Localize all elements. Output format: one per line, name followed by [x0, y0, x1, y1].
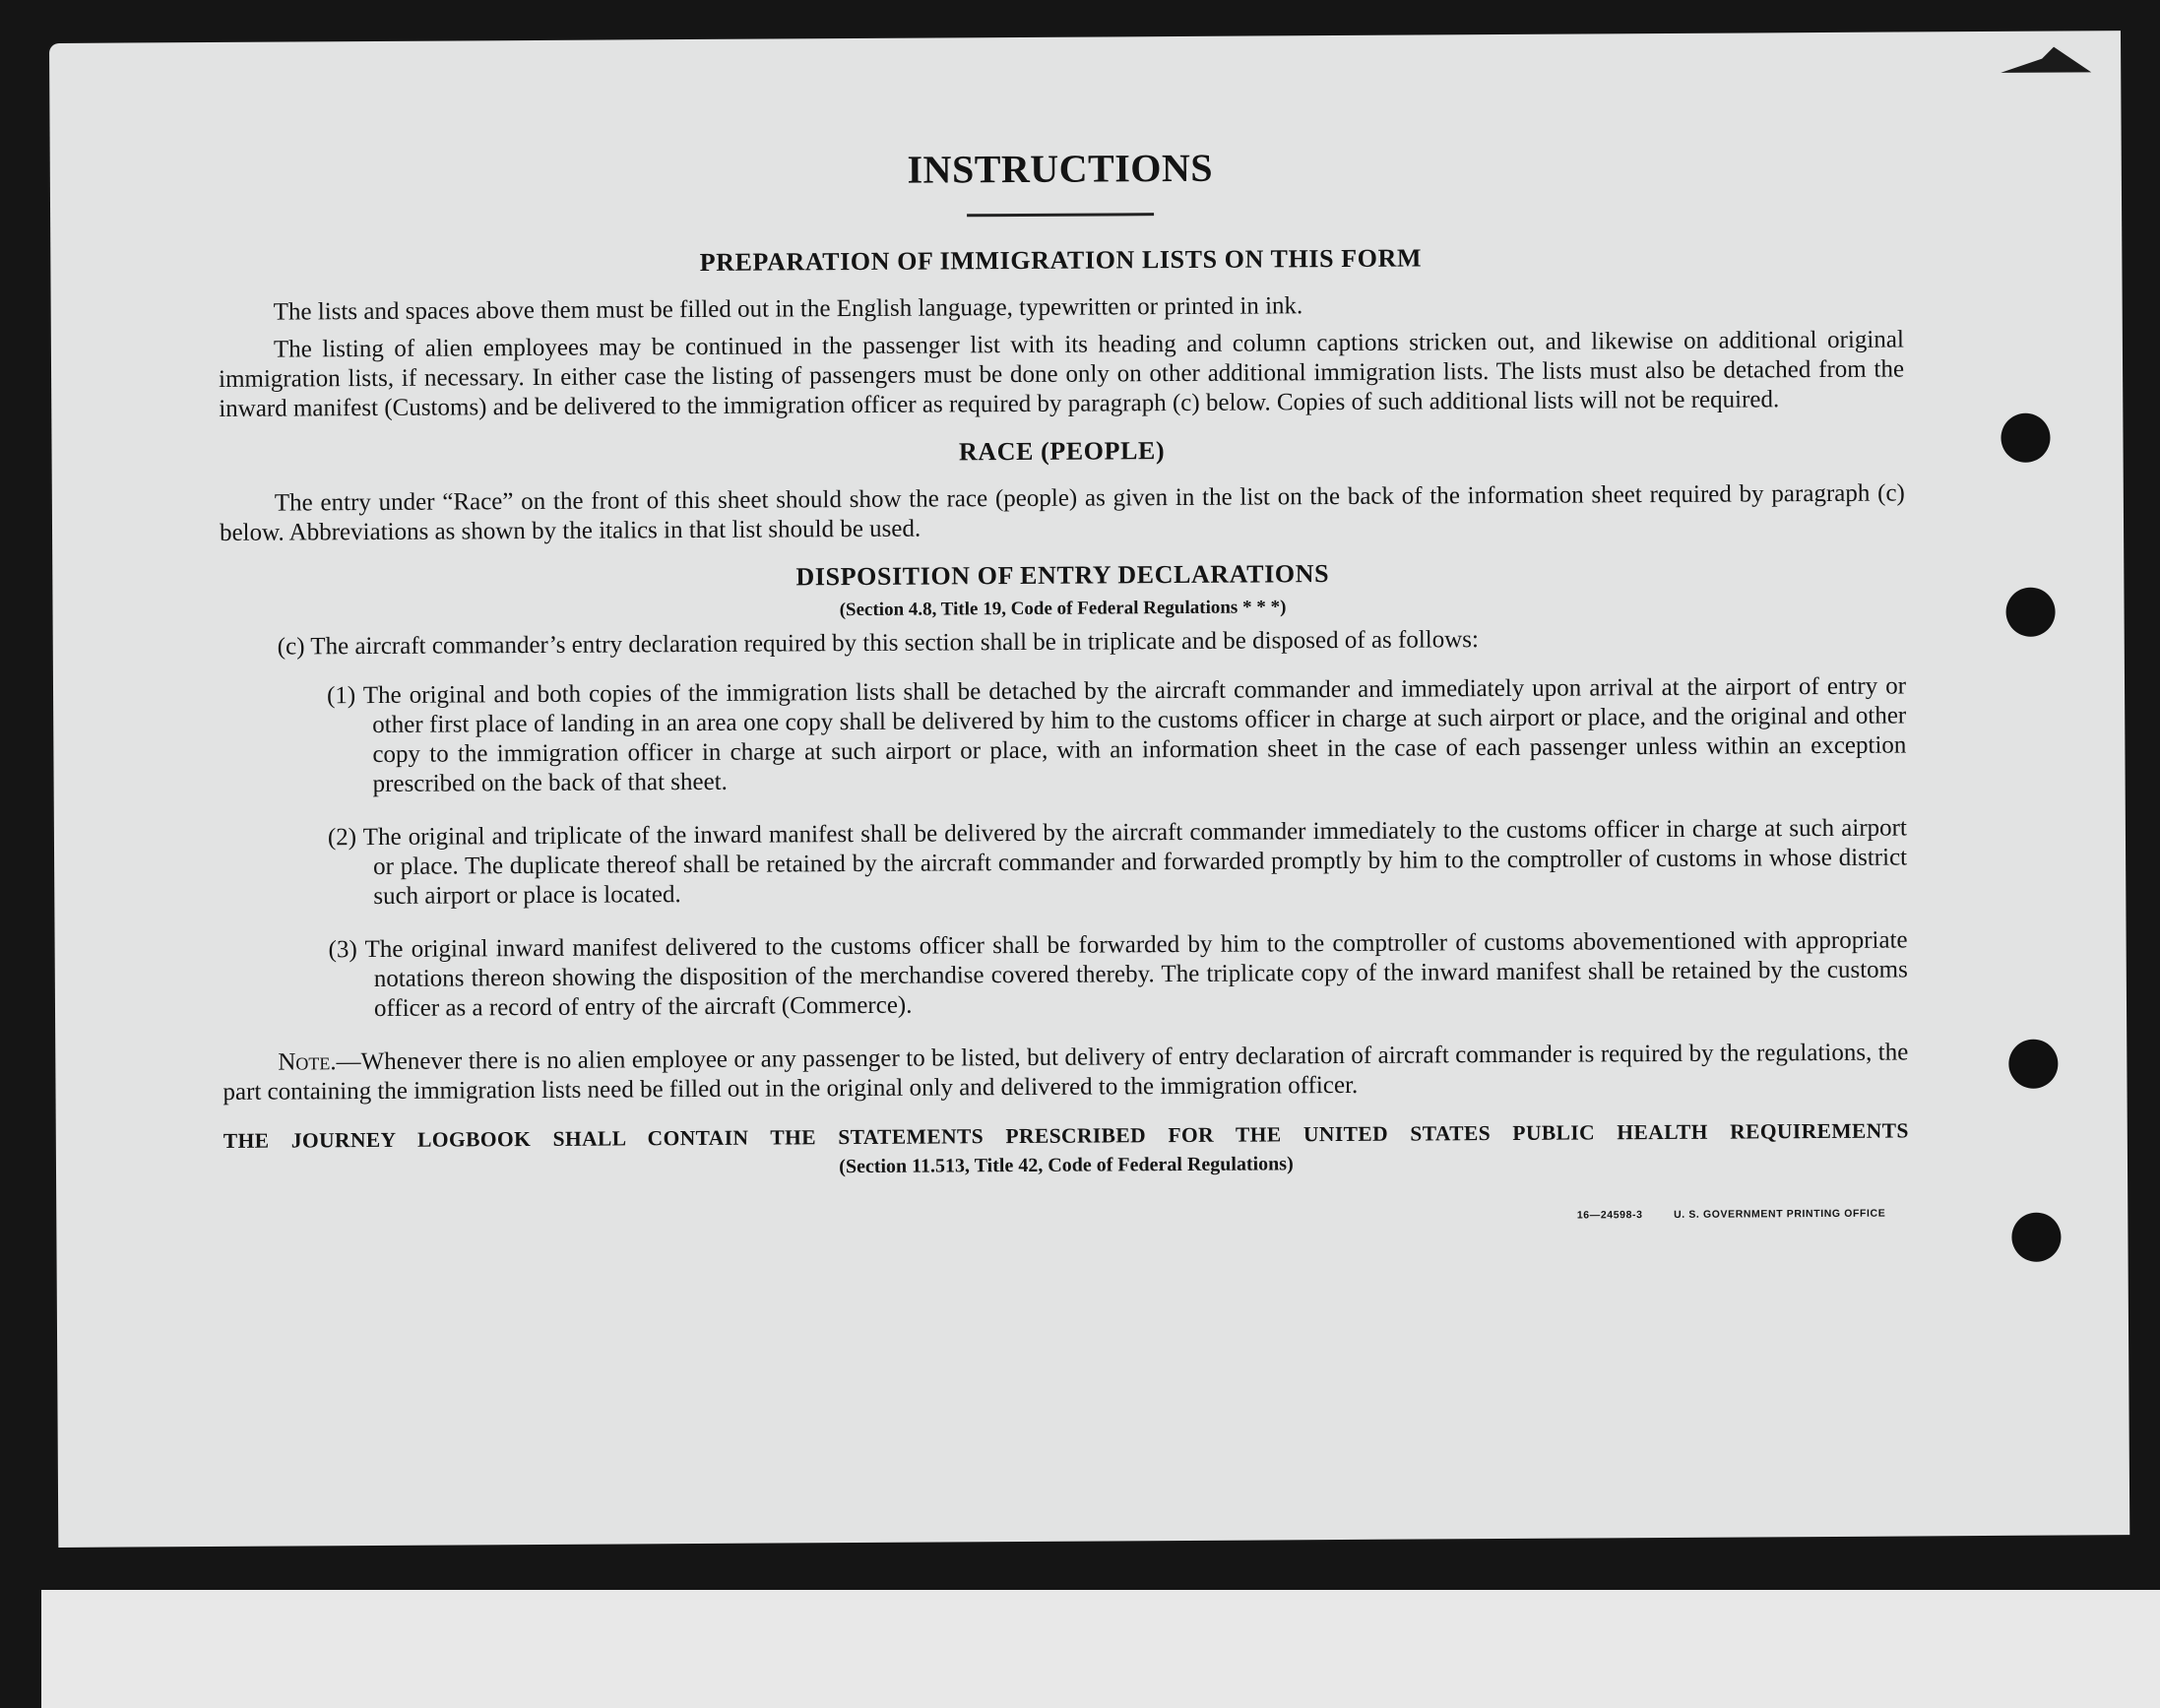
- punch-hole: [2008, 1040, 2058, 1089]
- disposition-item-1: (1) The original and both copies of the immigration lists shall be detached by the aircraft commander and immediately upon arrival at the airport of entry or other first place of landing in an area one copy shall be delivered by him to the customs officer in charge at such airport or place, and the original and other copy to the immigration officer in charge at such airport or place, with an information sheet in the case of each passenger unless within an exception prescribed on the back of that sheet.: [326, 672, 1907, 798]
- section-heading-disposition: DISPOSITION OF ENTRY DECLARATIONS: [795, 559, 1330, 592]
- health-requirements-citation: (Section 11.513, Title 42, Code of Federal Regulations): [839, 1153, 1294, 1178]
- page-corner-mark: [1993, 36, 2101, 77]
- preparation-paragraph-1: The lists and spaces above them must be filled out in the English language, typewritten or printed in ink.: [273, 292, 1303, 326]
- note-text: —Whenever there is no alien employee or any passenger to be listed, but delivery of entry declaration of aircraft commander is required by the regulations, the part containing the immigration lists need be filled out in the original only and delivered to the immigration officer.: [222, 1039, 1909, 1106]
- form-number: 16—24598-3: [1576, 1209, 1643, 1222]
- document-page: [49, 31, 2129, 1548]
- note-paragraph: [222, 1038, 1908, 1107]
- page-title: INSTRUCTIONS: [907, 145, 1214, 192]
- preparation-paragraph-2: The listing of alien employees may be continued in the passenger list with its heading and column captions stricken out, and likewise on additional original immigration lists, if necessary. In either case the listing of passengers must be done only on other additional immigration lists. The lists must also be detached from the inward manifest (Customs) and be delivered to the immigration officer as required by paragraph (c) below. Copies of such additional lists will not be required.: [219, 326, 1905, 422]
- printer-imprint: [223, 1207, 1909, 1229]
- punch-hole: [2011, 1213, 2061, 1262]
- title-divider: [967, 213, 1154, 217]
- punch-hole: [2001, 413, 2050, 463]
- disposition-item-3: (3) The original inward manifest delivered to the customs officer shall be forwarded by him to the comptroller of customs abovementioned with appropriate notations thereon showing the disposition of the merchandise covered thereby. The triplicate copy of the inward manifest shall be retained by the customs officer as a record of entry of the aircraft (Commerce).: [328, 926, 1908, 1023]
- punch-hole: [2005, 588, 2055, 637]
- document-body: [217, 92, 1909, 1230]
- section-heading-race: RACE (PEOPLE): [958, 436, 1166, 467]
- disposition-item-2: (2) The original and triplicate of the inward manifest shall be delivered by the aircraft commander immediately to the customs officer in charge at such airport or place. The duplicate thereof shall be retained by the aircraft commander and forwarded promptly by him to the comptroller of customs in whose district such airport or place is located.: [327, 814, 1908, 911]
- underlying-page-edge: [41, 1590, 2160, 1708]
- health-requirements-statement: THE JOURNEY LOGBOOK SHALL CONTAIN THE STATEMENTS PRESCRIBED FOR THE UNITED STATES PUBLIC HEALTH REQUIREMENTS: [222, 1118, 1909, 1153]
- printer-name: U. S. GOVERNMENT PRINTING OFFICE: [1674, 1207, 1886, 1221]
- section-heading-preparation: PREPARATION OF IMMIGRATION LISTS ON THIS FORM: [699, 243, 1423, 277]
- race-paragraph: The entry under “Race” on the front of this sheet should show the race (people) as given in the list on the back of the information sheet required by paragraph (c) below. Abbreviations as shown by the italics in that list should be used.: [219, 479, 1905, 546]
- note-label: Note.: [278, 1048, 337, 1076]
- disposition-intro: (c) The aircraft commander’s entry declaration required by this section shall be in triplicate and be disposed of as follows:: [277, 626, 1480, 661]
- disposition-citation: (Section 4.8, Title 19, Code of Federal Regulations * * *): [839, 597, 1287, 621]
